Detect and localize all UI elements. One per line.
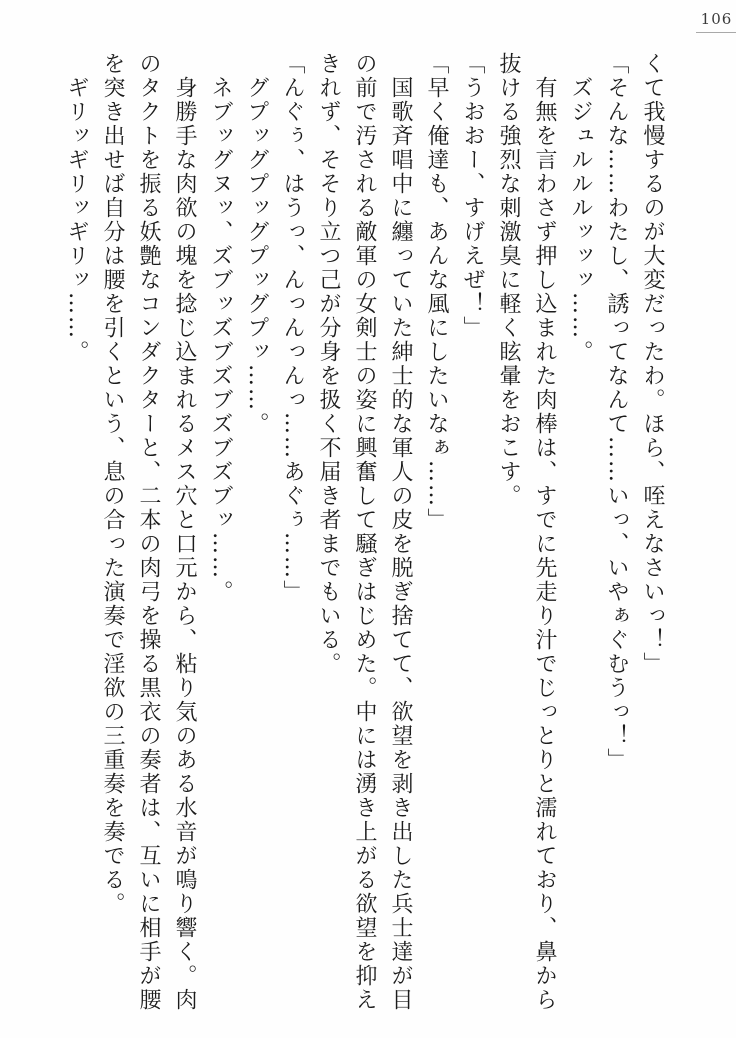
text-line: 身勝手な肉欲の塊を捻じ込まれるメス穴と口元から、粘り気のある水音が鳴り響く。肉 <box>172 76 197 1012</box>
text-line: ズジュルルルッッッ……。 <box>568 76 593 364</box>
text-line: 「そんな……わたし、誘ってなんて……いっ、いやぁぐむうっ！」 <box>604 52 629 772</box>
text-line: 抜ける強烈な刺激臭に軽く眩暈をおこす。 <box>496 52 521 508</box>
vertical-text-body <box>58 52 670 1014</box>
text-line: 「うおおー、すげえぜ！」 <box>460 52 485 340</box>
page-number: 106 <box>700 10 733 28</box>
text-line: を突き出せば自分は腰を引くという、息の合った演奏で淫欲の三重奏を奏でる。 <box>100 52 125 916</box>
text-line: くて我慢するのが大変だったわ。ほら、咥えなさいっ！」 <box>640 52 665 676</box>
text-line: ギリッギリッギリッ……。 <box>64 76 89 364</box>
text-line: のタクトを振る妖艶なコンダクターと、二本の肉弓を操る黒衣の奏者は、互いに相手が腰 <box>136 52 161 1012</box>
text-line: 有無を言わさず押し込まれた肉棒は、すでに先走り汁でじっとりと濡れており、鼻から <box>532 76 557 1012</box>
text-line: 「早く俺達も、あんな風にしたいなぁ……」 <box>424 52 449 532</box>
page-number-underline <box>696 32 736 33</box>
text-line: きれず、そそり立つ己が分身を扱く不届き者までもいる。 <box>316 52 341 676</box>
text-line: グプッグプッグプッグプッ……。 <box>244 76 269 436</box>
text-line: の前で汚される敵軍の女剣士の姿に興奮して騒ぎはじめた。中には湧き上がる欲望を抑え <box>352 52 377 1012</box>
text-line: 国歌斉唱中に纏っていた紳士的な軍人の皮を脱ぎ捨てて、欲望を剥き出した兵士達が目 <box>388 76 413 1012</box>
text-line: ネブッグヌッ、ズブッズブズブズブズブッ……。 <box>208 76 233 604</box>
text-line: 「んぐぅ、はうっ、んっんっんっ……あぐぅ……」 <box>280 52 305 604</box>
